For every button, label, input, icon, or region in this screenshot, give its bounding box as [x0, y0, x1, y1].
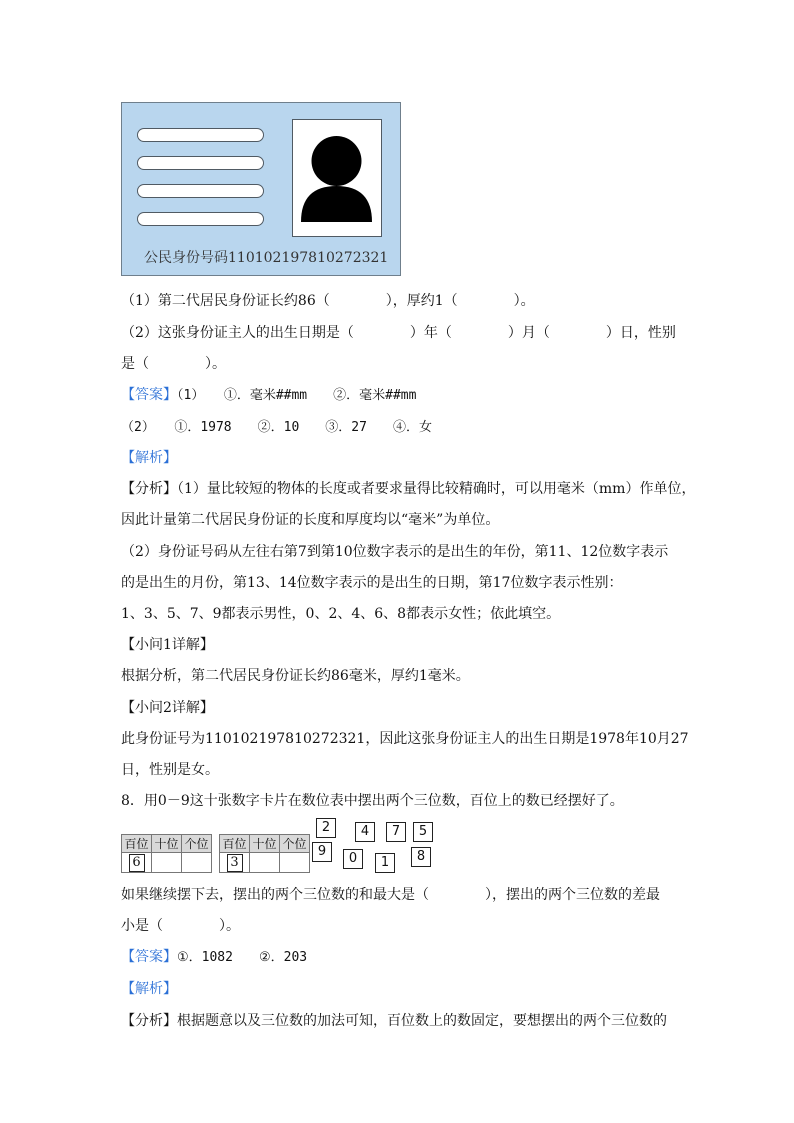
number-card: 7	[386, 822, 406, 842]
q8-answer	[121, 946, 307, 966]
card-line-1	[137, 128, 264, 142]
q8-fenxi: 【分析】根据题意以及三位数的加法可知，百位数上的数固定，要想摆出的两个三位数的	[121, 1013, 667, 1029]
q8-question: 8．用0－9这十张数字卡片在数位表中摆出两个三位数，百位上的数已经摆好了。	[121, 793, 624, 809]
q7-answer1: （1） ①．毫米##mm ②．毫米##mm	[177, 388, 417, 403]
card-line-4	[137, 212, 264, 226]
id-number-label: 公民身份号码110102197810272321	[144, 250, 389, 266]
digit-card: 3	[227, 854, 243, 872]
q7-answer-line1	[121, 384, 416, 404]
answer-tag: 【答案】	[121, 387, 177, 403]
digit-card: 6	[129, 854, 145, 872]
header-tens: 十位	[250, 835, 280, 853]
q8-ask-1: 如果继续摆下去，摆出的两个三位数的和最大是（ ），摆出的两个三位数的差最	[121, 887, 660, 903]
header-ones: 个位	[280, 835, 310, 853]
number-card: 5	[413, 822, 433, 842]
q7-part2-line2: 是（ ）。	[121, 356, 226, 372]
q7-fenxi-1: 【分析】（1）量比较短的物体的长度或者要求量得比较精确时，可以用毫米（mm）作单位，	[121, 481, 696, 497]
photo-box	[292, 119, 382, 237]
q8-answer-values: ①．1082 ②．203	[177, 950, 308, 965]
q7-answer2: （2） ①．1978 ②．10 ③．27 ④．女	[121, 420, 432, 435]
number-card: 4	[355, 822, 375, 842]
hundreds-cell	[220, 853, 250, 873]
sub2-text-1: 此身份证号为110102197810272321，因此这张身份证主人的出生日期是1978年10月27	[121, 731, 689, 747]
place-value-table-2	[219, 834, 310, 873]
q7-part2-line1: （2）这张身份证主人的出生日期是（ ）年（ ）月（ ）日，性别	[121, 325, 676, 341]
number-card: 0	[343, 849, 363, 869]
analysis-tag: 【解析】	[121, 450, 177, 466]
card-line-3	[137, 184, 264, 198]
q8-ask-2: 小是（ ）。	[121, 918, 240, 934]
header-ones: 个位	[182, 835, 212, 853]
q7-fenxi-3: （2）身份证号码从左往右第7到第10位数字表示的是出生的年份，第11、12位数字表示	[121, 544, 669, 560]
header-hundreds: 百位	[220, 835, 250, 853]
sub2-tag: 【小问2详解】	[121, 700, 214, 716]
card-line-2	[137, 156, 264, 170]
place-value-table-1	[121, 834, 212, 873]
number-card: 9	[312, 842, 332, 862]
q7-fenxi-4: 的是出生的月份，第13、14位数字表示的是出生的日期，第17位数字表示性别：	[121, 575, 623, 591]
tens-cell	[250, 853, 280, 873]
sub1-text: 根据分析，第二代居民身份证长约86毫米，厚约1毫米。	[121, 668, 470, 684]
id-card-illustration	[121, 102, 401, 276]
ones-cell	[280, 853, 310, 873]
q7-part1: （1）第二代居民身份证长约86（ ），厚约1（ ）。	[121, 293, 535, 309]
number-card: 2	[316, 818, 336, 838]
ones-cell	[182, 853, 212, 873]
header-hundreds: 百位	[122, 835, 152, 853]
number-card: 1	[375, 853, 395, 873]
sub1-tag: 【小问1详解】	[121, 637, 214, 653]
analysis-tag: 【解析】	[121, 981, 177, 997]
q7-fenxi-2: 因此计量第二代居民身份证的长度和厚度均以“毫米”为单位。	[121, 512, 500, 528]
number-card: 8	[411, 847, 431, 867]
sub2-text-2: 日，性别是女。	[121, 762, 219, 778]
tens-cell	[152, 853, 182, 873]
person-silhouette-icon	[293, 120, 380, 235]
answer-tag: 【答案】	[121, 949, 177, 965]
hundreds-cell	[122, 853, 152, 873]
header-tens: 十位	[152, 835, 182, 853]
q7-fenxi-5: 1、3、5、7、9都表示男性，0、2、4、6、8都表示女性；依此填空。	[121, 606, 561, 622]
